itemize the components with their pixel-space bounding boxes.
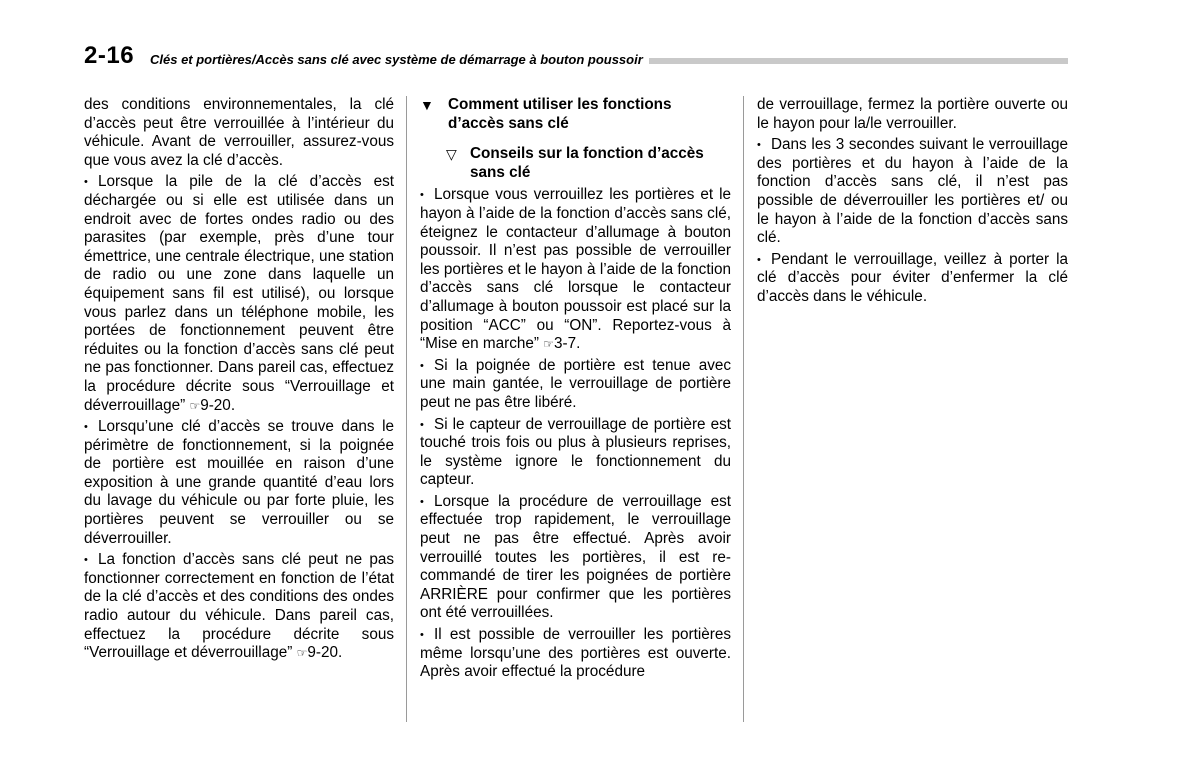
text-column-2 bbox=[420, 96, 731, 685]
bullet-icon: • bbox=[420, 629, 424, 642]
bullet-icon: • bbox=[84, 421, 88, 434]
text-column-3 bbox=[757, 96, 1068, 310]
section-heading: ▼ Comment utiliser les fonctions d’accès sans clé bbox=[420, 96, 672, 132]
bullet-item: • Si le capteur de verrouillage de portière est touché trois fois ou plus à plusieurs reprises, le système ignore le fonctionnement du capteur. bbox=[420, 415, 731, 489]
bullet-icon: • bbox=[84, 176, 88, 189]
paragraph: de verrouillage, fermez la portière ouverte ou le hayon pour la/le verrouiller. bbox=[757, 96, 1068, 132]
reference-icon: ☞ bbox=[296, 646, 308, 661]
bullet-icon: • bbox=[420, 189, 424, 202]
bullet-icon: • bbox=[420, 359, 424, 372]
bullet-icon: • bbox=[420, 418, 424, 431]
bullet-item: • La fonction d’accès sans clé peut ne pas fonctionner correctement en fonction de l’état de la clé d’accès et des conditions des ondes radio autour du véhicule. Dans pareil cas, effectuez la procédure décrite sous “Verrouillage et déverrouillage” ☞9-20. bbox=[84, 551, 394, 662]
column-divider bbox=[406, 96, 407, 722]
reference-icon: ☞ bbox=[543, 337, 555, 352]
running-title: Clés et portières/Accès sans clé avec système de démarrage à bouton poussoir bbox=[150, 52, 649, 68]
bullet-icon: • bbox=[420, 495, 424, 508]
bullet-icon: • bbox=[757, 139, 761, 152]
paragraph: des conditions environnementales, la clé d’accès peut être verrouillée à l’intérieur du véhicule. Avant de verrouiller, assurez-vous que vous avez la clé d’accès. bbox=[84, 96, 394, 169]
page-number: 2-16 bbox=[84, 42, 135, 69]
reference-icon: ☞ bbox=[189, 398, 201, 413]
bullet-item: • Il est possible de verrouiller les portières même lorsqu’une des portières est ouverte. Après avoir effectué la procédure bbox=[420, 626, 731, 681]
bullet-item: • Lorsque la pile de la clé d’accès est déchargée ou si elle est utilisée dans un endroit avec de fortes ondes radio ou des parasites (par exemple, près d’une tour émettrice, une centrale électrique, une station de radio ou une zone dans laquelle un équipement sans fil est utilisé), ou lorsque vous parlez dans un téléphone mobile, les portées de fonctionnement peuvent être réduites ou la fonction d’accès sans clé peut ne pas fonctionner. Dans pareil cas, effectuez la procédure décrite sous “Verrouillage et déverrouillage” ☞9-20. bbox=[84, 173, 394, 414]
page-header bbox=[84, 42, 1068, 72]
bullet-item: • Lorsqu’une clé d’accès se trouve dans le périmètre de fonctionnement, si la poignée de portière est mouillée en raison d’une exposition à une grande quantité d’eau lors du lavage du véhicule ou par forte pluie, les portières peuvent se verrouiller ou se déverrouiller. bbox=[84, 418, 394, 547]
bullet-item: • Lorsque vous verrouillez les portières et le hayon à l’aide de la fonction d’accès sans clé, éteignez le contacteur d’allumage à bouton poussoir. Il n’est pas possible de verrouiller les portières et le hayon à l’aide de la fonction d’accès sans clé lorsque le contacteur d’allumage à bouton poussoir est placé sur la position “ACC” ou “ON”. Reportez-vous à “Mise en marche” ☞3-7. bbox=[420, 186, 731, 353]
bullet-item: • Dans les 3 secondes suivant le verrouillage des portières et du hayon à l’aide de la fonction d’accès sans clé, il n’est pas possible de déverrouiller les portières et/ ou le hayon à l’aide de la fonction d’accès sans clé. bbox=[757, 136, 1068, 247]
text-column-1 bbox=[84, 96, 394, 666]
column-divider bbox=[743, 96, 744, 722]
bullet-item: • Si la poignée de portière est tenue avec une main gantée, le verrouillage de portière peut ne pas être libéré. bbox=[420, 356, 731, 411]
bullet-icon: • bbox=[84, 554, 88, 567]
subsection-heading: ▽ Conseils sur la fonction d’accès sans clé bbox=[446, 145, 704, 181]
section-triangle-icon: ▼ bbox=[420, 97, 434, 113]
bullet-item: • Pendant le verrouillage, veillez à porter la clé d’accès pour éviter d’enfermer la clé d’accès dans le véhicule. bbox=[757, 250, 1068, 305]
bullet-icon: • bbox=[757, 253, 761, 266]
subsection-triangle-icon: ▽ bbox=[446, 146, 457, 163]
bullet-item: • Lorsque la procédure de verrouillage est effectuée trop rapidement, le verrouillage peut ne pas être effectué. Après avoir verrouillé toutes les portières, il est recommandé de tirer les poignées de portière ARRIÈRE pour confirmer que les portières ont été verrouillées. bbox=[420, 492, 731, 622]
